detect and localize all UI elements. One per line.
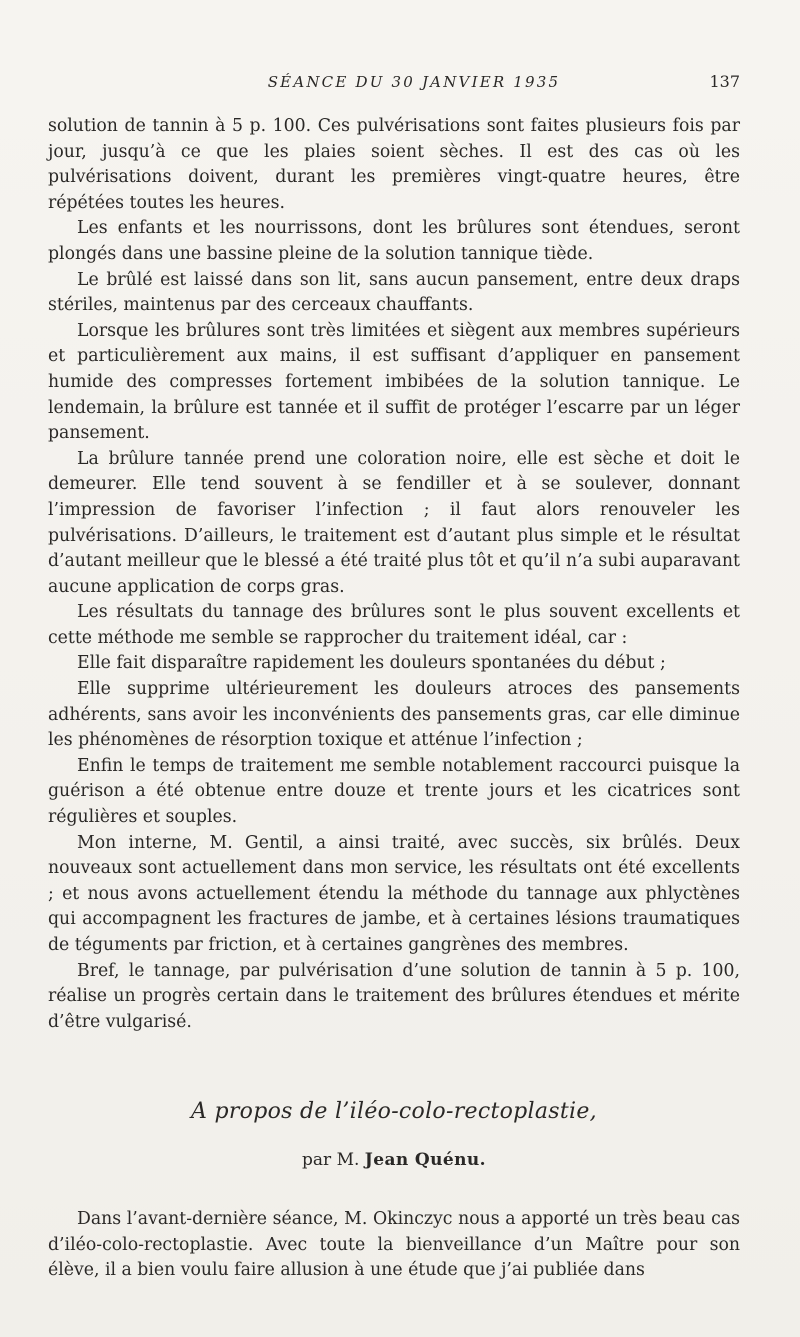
main-body-text <box>48 114 740 1035</box>
paragraph: Bref, le tannage, par pulvérisation d’une solution de tannin à 5 p. 100, réalise un progrès certain dans le traitement des brûlures étendues et mérite d’être vulgarisé. <box>48 960 740 1032</box>
paragraph: Elle fait disparaître rapidement les douleurs spontanées du début ; <box>77 653 666 674</box>
section-title: A propos de l’iléo-colo-rectoplastie, <box>191 1099 597 1124</box>
paragraph: Lorsque les brûlures sont très limitées et siègent aux membres supérieurs et particulièrement aux mains, il est suffisant d’appliquer en pansement humide des compresses fortement imbibées de la solution tannique. Le lendemain, la brûlure est tannée et il suffit de protéger l’escarre par un léger pansement. <box>48 320 740 444</box>
paragraph: Les résultats du tannage des brûlures sont le plus souvent excellents et cette méthode me semble se rapprocher du traitement idéal, car : <box>48 602 740 648</box>
paragraph: Elle supprime ultérieurement les douleurs atroces des pansements adhérents, sans avoir les inconvénients des pansements gras, car elle diminue les phénomènes de résorption toxique et atténue l’infection ; <box>48 679 740 751</box>
running-title: SÉANCE DU 30 JANVIER 1935 <box>267 73 561 91</box>
paragraph: Le brûlé est laissé dans son lit, sans aucun pansement, entre deux draps stériles, maintenus par des cerceaux chauffants. <box>48 269 740 316</box>
author-prefix: par M. <box>302 1150 360 1170</box>
paragraph: Enfin le temps de traitement me semble notablement raccourci puisque la guérison a été obtenue entre douze et trente jours et les cicatrices sont régulières et souples. <box>48 755 740 828</box>
page-number: 137 <box>709 72 740 91</box>
paragraph: Dans l’avant-dernière séance, M. Okinczyc nous a apporté un très beau cas d’iléo-colo-rectoplastie. Avec toute la bienveillance d’un Maître pour son élève, il a bien voulu faire allusion à une étude que j’ai publiée dans <box>48 1209 740 1281</box>
author-line <box>48 1146 740 1174</box>
paragraph-continuation: solution de tannin à 5 p. 100. Ces pulvérisations sont faites plusieurs fois par jour, jusqu’à ce que les plaies soient sèches. Il est des cas où les pulvérisations doivent, durant les premières vingt-quatre heures, être répétées toutes les heures. <box>48 116 740 213</box>
paragraph: Mon interne, M. Gentil, a ainsi traité, avec succès, six brûlés. Deux nouveaux sont actuellement dans mon service, les résultats ont été excellents ; et nous avons actuellement étendu la méthode du tannage aux phlyctènes qui accompagnent les fractures de jambe, et à certaines lésions traumatiques de téguments par friction, et à certaines gangrènes des membres. <box>48 832 740 955</box>
section-body-text <box>48 1207 740 1284</box>
paragraph: La brûlure tannée prend une coloration noire, elle est sèche et doit le demeurer. Elle tend souvent à se fendiller et à se soulever, donnant l’impression de favoriser l’infection ; il faut alors renouveler les pulvérisations. D’ailleurs, le traitement est d’autant plus simple et le résultat d’autant meilleur que le blessé a été traité plus tôt et qu’il n’a subi auparavant aucune application de corps gras. <box>48 448 740 597</box>
running-header <box>48 70 740 94</box>
paragraph: Les enfants et les nourrissons, dont les brûlures sont étendues, seront plongés dans une bassine pleine de la solution tannique tiède. <box>48 218 740 264</box>
author-name: Jean Quénu. <box>364 1150 486 1170</box>
